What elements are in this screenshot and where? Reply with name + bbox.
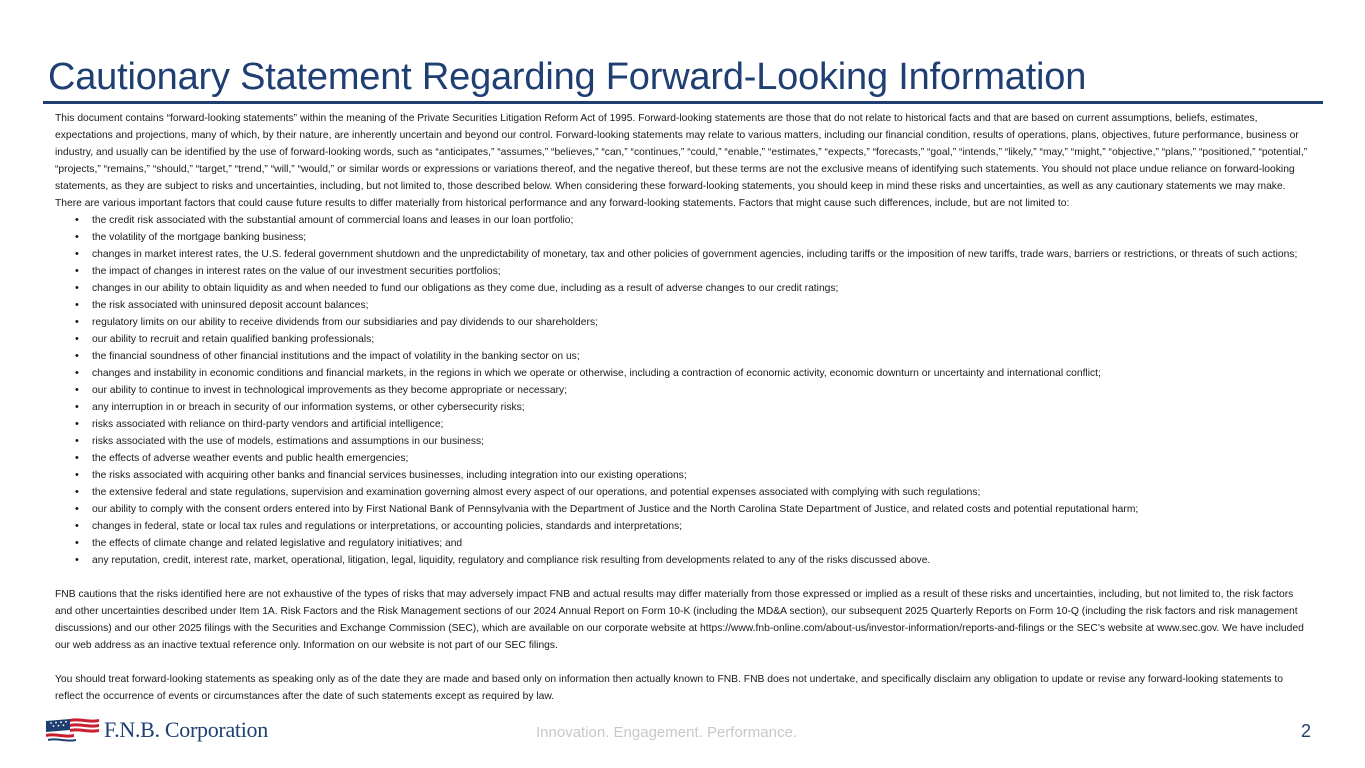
page-title: Cautionary Statement Regarding Forward-Looking Information xyxy=(48,56,1087,98)
list-item-text: changes in market interest rates, the U.S. federal government shutdown and the unpredictability of monetary, tax and other policies of government agencies, including tariffs or the imposition of new tariffs, trade wars, barriers or restrictions, or threats of such actions; xyxy=(92,249,1298,260)
intro-paragraph: This document contains “forward-looking statements” within the meaning of the Private Securities Litigation Reform Act of 1995. Forward-looking statements are those that do not relate to historical facts and that are based on current assumptions, beliefs, estimates, expectations and projections, many of which, by their nature, are inherently uncertain and beyond our control. Forward-looking statements may relate to various matters, including our financial condition, results of operations, plans, objectives, future performance, business or industry, and usually can be identified by the use of forward-looking words, such as “anticipates,” “assumes,” “believes,” “can,” “continues,” “could,” “enable,” “estimates,” “expects,” “forecasts,” “goal,” “intends,” “likely,” “may,” “might,” “objective,” “plans,” “positioned,” “potential,” “projects,” “remains,” “should,” “target,” “trend,” “will,” “would,” or similar words or expressions or variations thereof, and the negative thereof, but these terms are not the exclusive means of identifying such statements. You should not place undue reliance on forward-looking statements, as they are subject to risks and uncertainties, including, but not limited to, those described below. When considering these forward-looking statements, you should keep in mind these risks and uncertainties, as well as any cautionary statements we may make. xyxy=(55,113,1308,192)
bullet-icon: • xyxy=(75,435,79,447)
list-item-text: the risks associated with acquiring other banks and financial services businesses, including integration into our existing operations; xyxy=(92,470,687,481)
paragraph-spacer xyxy=(55,654,1313,671)
bullet-icon: • xyxy=(75,282,79,294)
list-item-text: any reputation, credit, interest rate, market, operational, litigation, legal, liquidity, regulatory and compliance risk resulting from developments related to any of the risks discussed above. xyxy=(92,555,931,566)
paragraph-spacer xyxy=(55,569,1313,586)
logo-wordmark: F.N.B. Corporation xyxy=(104,717,268,742)
list-item-text: the volatility of the mortgage banking business; xyxy=(92,232,307,243)
list-item xyxy=(55,365,1313,382)
list-item xyxy=(55,467,1313,484)
list-item xyxy=(55,382,1313,399)
list-item-text: the effects of climate change and related legislative and regulatory initiatives; and xyxy=(92,538,463,549)
list-item xyxy=(55,552,1313,569)
list-item-text: our ability to recruit and retain qualified banking professionals; xyxy=(92,334,375,345)
bullet-icon: • xyxy=(75,350,79,362)
bullet-icon: • xyxy=(75,520,79,532)
list-item xyxy=(55,297,1313,314)
bullet-icon: • xyxy=(75,418,79,430)
bullet-icon: • xyxy=(75,486,79,498)
list-item xyxy=(55,518,1313,535)
list-item xyxy=(55,484,1313,501)
closing-paragraph-disclaimer: You should treat forward-looking statements as speaking only as of the date they are made and based only on information then actually known to FNB. FNB does not undertake, and specifically disclaim any obligation to update or revise any forward-looking statements to reflect the occurrence of events or circumstances after the date of such statements except as required by law. xyxy=(55,674,1283,702)
list-item xyxy=(55,433,1313,450)
list-item xyxy=(55,450,1313,467)
bullet-icon: • xyxy=(75,299,79,311)
list-item xyxy=(55,246,1313,263)
list-item xyxy=(55,348,1313,365)
list-item-text: changes in our ability to obtain liquidity as and when needed to fund our obligations as they come due, including as a result of adverse changes to our credit ratings; xyxy=(92,283,839,294)
list-item xyxy=(55,280,1313,297)
list-item-text: the financial soundness of other financial institutions and the impact of volatility in the banking sector on us; xyxy=(92,351,580,362)
bullet-icon: • xyxy=(75,469,79,481)
risk-factor-list xyxy=(55,212,1313,569)
list-item-text: the effects of adverse weather events and public health emergencies; xyxy=(92,453,409,464)
list-item xyxy=(55,229,1313,246)
footer-tagline: Innovation. Engagement. Performance. xyxy=(536,724,797,741)
list-item-text: our ability to continue to invest in technological improvements as they become appropriate or necessary; xyxy=(92,385,568,396)
bullet-icon: • xyxy=(75,384,79,396)
list-item-text: our ability to comply with the consent orders entered into by First National Bank of Pennsylvania with the Department of Justice and the North Carolina State Department of Justice, and related costs and potential reputational harm; xyxy=(92,504,1139,515)
list-item xyxy=(55,331,1313,348)
list-item-text: changes in federal, state or local tax rules and regulations or interpretations, or accounting policies, standards and interpretations; xyxy=(92,521,683,532)
closing-paragraph-risks: FNB cautions that the risks identified here are not exhaustive of the types of risks that may adversely impact FNB and actual results may differ materially from those expressed or implied as a result of these risks and uncertainties, including, but not limited to, the risk factors and other uncertainties described under Item 1A. Risk Factors and the Risk Management sections of our 2024 Annual Report on Form 10-K (including the MD&A section), our subsequent 2025 Quarterly Reports on Form 10-Q (including the risk factors and risk management discussions) and our other 2025 filings with the Securities and Exchange Commission (SEC), which are available on our corporate website at https://www.fnb-online.com/about-us/investor-information/reports-and-filings or the SEC’s website at www.sec.gov. We have included our web address as an inactive textual reference only. Information on our website is not part of our SEC filings. xyxy=(55,589,1304,651)
company-logo xyxy=(44,717,268,743)
disclaimer-body xyxy=(55,110,1313,705)
flag-logo-icon xyxy=(44,717,100,743)
list-item-text: risks associated with the use of models, estimations and assumptions in our business; xyxy=(92,436,485,447)
page-number: 2 xyxy=(1301,721,1312,741)
bullet-icon: • xyxy=(75,367,79,379)
list-item xyxy=(55,535,1313,552)
bullet-icon: • xyxy=(75,265,79,277)
list-item-text: the impact of changes in interest rates on the value of our investment securities portfolios; xyxy=(92,266,501,277)
title-underline xyxy=(43,101,1323,104)
bullet-icon: • xyxy=(75,231,79,243)
bullet-icon: • xyxy=(75,554,79,566)
list-item-text: the credit risk associated with the substantial amount of commercial loans and leases in our loan portfolio; xyxy=(92,215,574,226)
list-item-text: regulatory limits on our ability to receive dividends from our subsidiaries and pay dividends to our shareholders; xyxy=(92,317,598,328)
bullet-icon: • xyxy=(75,452,79,464)
bullet-icon: • xyxy=(75,316,79,328)
bullet-icon: • xyxy=(75,248,79,260)
list-item-text: changes and instability in economic conditions and financial markets, in the regions in which we operate or otherwise, including a contraction of economic activity, economic downturn or uncertainty and international conflict; xyxy=(92,368,1101,379)
list-item xyxy=(55,501,1313,518)
list-item xyxy=(55,263,1313,280)
bullet-icon: • xyxy=(75,214,79,226)
bullet-icon: • xyxy=(75,401,79,413)
list-item xyxy=(55,314,1313,331)
list-item xyxy=(55,399,1313,416)
list-item-text: the risk associated with uninsured deposit account balances; xyxy=(92,300,369,311)
bullet-icon: • xyxy=(75,333,79,345)
bullet-icon: • xyxy=(75,537,79,549)
bullet-icon: • xyxy=(75,503,79,515)
list-item xyxy=(55,212,1313,229)
list-item-text: any interruption in or breach in security of our information systems, or other cybersecurity risks; xyxy=(92,402,525,413)
list-item-text: the extensive federal and state regulations, supervision and examination governing almost every aspect of our operations, and potential expenses associated with complying with such regulations; xyxy=(92,487,981,498)
list-item xyxy=(55,416,1313,433)
factors-intro: There are various important factors that could cause future results to differ materially from historical performance and any forward-looking statements. Factors that might cause such differences, include, but are not limited to: xyxy=(55,198,1070,209)
list-item-text: risks associated with reliance on third-party vendors and artificial intelligence; xyxy=(92,419,444,430)
